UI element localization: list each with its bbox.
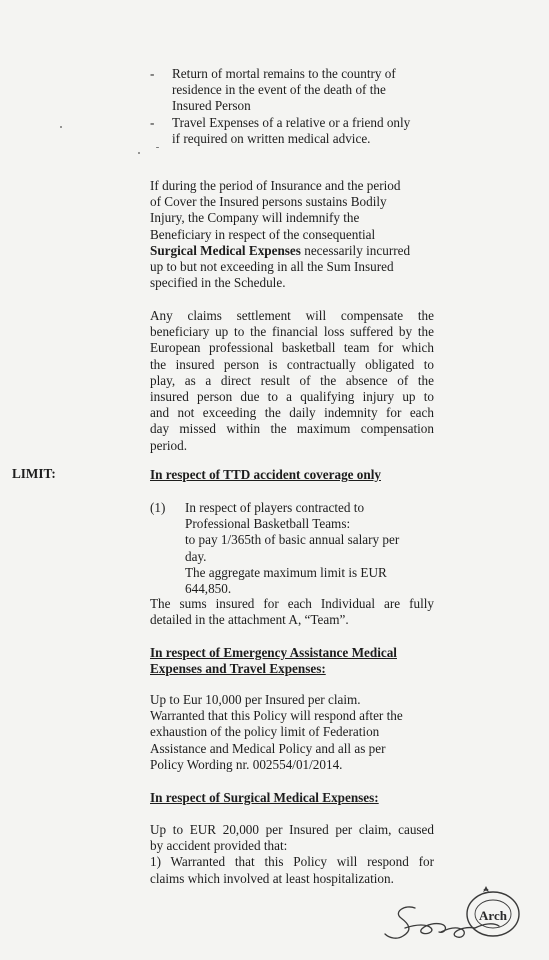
paragraph-line: claims which involved at least hospitalization. [150, 870, 394, 886]
heading-line: Expenses and Travel Expenses: [150, 661, 326, 677]
heading-line: In respect of Emergency Assistance Medical [150, 645, 397, 660]
paragraph-line [150, 243, 434, 259]
item-line: Professional Basketball Teams: [185, 516, 351, 532]
bullet-line: if required on written medical advice. [172, 131, 371, 147]
paragraph-line: If during the period of Insurance and the period [150, 178, 401, 193]
scan-speck [138, 152, 140, 154]
paragraph-line: period. [150, 437, 187, 453]
item-line: In respect of players contracted to [185, 500, 365, 515]
paragraph-line: up to but not exceeding in all the Sum Insured [150, 259, 394, 275]
bullet-dash: - [150, 66, 155, 81]
paragraph-line: by accident provided that: [150, 838, 288, 854]
bullet-line: residence in the event of the death of the [172, 82, 386, 98]
paragraph-line: Injury, the Company will indemnify the [150, 210, 360, 226]
paragraph-line: and not exceeding the daily indemnity for each [150, 405, 434, 421]
limit-label: LIMIT: [12, 466, 56, 481]
bullet-dash: - [150, 115, 155, 130]
bullet-line: Insured Person [172, 98, 251, 114]
item-line: day. [185, 548, 207, 564]
bullet-line: Travel Expenses of a relative or a friend only [172, 115, 411, 130]
bullet-line: Return of mortal remains to the country of [172, 66, 396, 81]
bold-phrase: Surgical Medical Expenses [150, 242, 301, 258]
section-heading-surgical: In respect of Surgical Medical Expenses: [150, 790, 379, 805]
paragraph-line: exhaustion of the policy limit of Federation [150, 724, 380, 740]
paragraph-line: Warranted that this Policy will respond after the [150, 708, 403, 724]
paragraph-line: Assistance and Medical Policy and all as per [150, 740, 386, 756]
item-line: to pay 1/365th of basic annual salary per [185, 532, 400, 548]
paragraph-line: European professional basketball team for which [150, 340, 434, 356]
paragraph-bodily-injury [150, 178, 434, 291]
ttd-footer [150, 596, 434, 628]
paragraph-line: Up to EUR 20,000 per Insured per claim, caused [150, 822, 434, 837]
paragraph-line: of Cover the Insured persons sustains Bodily [150, 194, 387, 210]
section-heading-ttd: In respect of TTD accident coverage only [150, 467, 381, 482]
scan-speck [60, 126, 62, 128]
item-line: 644,850. [185, 581, 232, 597]
paragraph-line: insured person due to a qualifying injury up to [150, 389, 434, 405]
signature-stamp [375, 878, 535, 948]
emergency-body [150, 692, 434, 773]
paragraph-line: Beneficiary in respect of the consequential [150, 226, 376, 242]
paragraph-line: 1) Warranted that this Policy will respond for [150, 854, 434, 870]
paragraph-line: The sums insured for each Individual are fully [150, 596, 434, 611]
stamp-text: Arch [479, 908, 507, 923]
paragraph-line: play, as a direct result of the absence of the [150, 372, 434, 388]
paragraph-text: necessarily incurred [300, 242, 411, 258]
scan-speck [156, 147, 159, 148]
paragraph-line: the insured person is contractually obligated to [150, 356, 434, 372]
paragraph-line: Any claims settlement will compensate the [150, 308, 434, 323]
item-line: The aggregate maximum limit is EUR [185, 564, 387, 580]
item-number: (1) [150, 500, 166, 515]
paragraph-line: beneficiary up to the financial loss suffered by the [150, 324, 434, 340]
paragraph-line: Up to Eur 10,000 per Insured per claim. [150, 692, 361, 707]
paragraph-line: specified in the Schedule. [150, 275, 286, 291]
paragraph-claims [150, 308, 434, 454]
ttd-item [185, 500, 425, 597]
section-heading-emergency [150, 645, 397, 677]
paragraph-line: day missed within the maximum compensation [150, 421, 434, 437]
paragraph-line: detailed in the attachment A, “Team”. [150, 612, 349, 628]
paragraph-line: Policy Wording nr. 002554/01/2014. [150, 756, 343, 772]
